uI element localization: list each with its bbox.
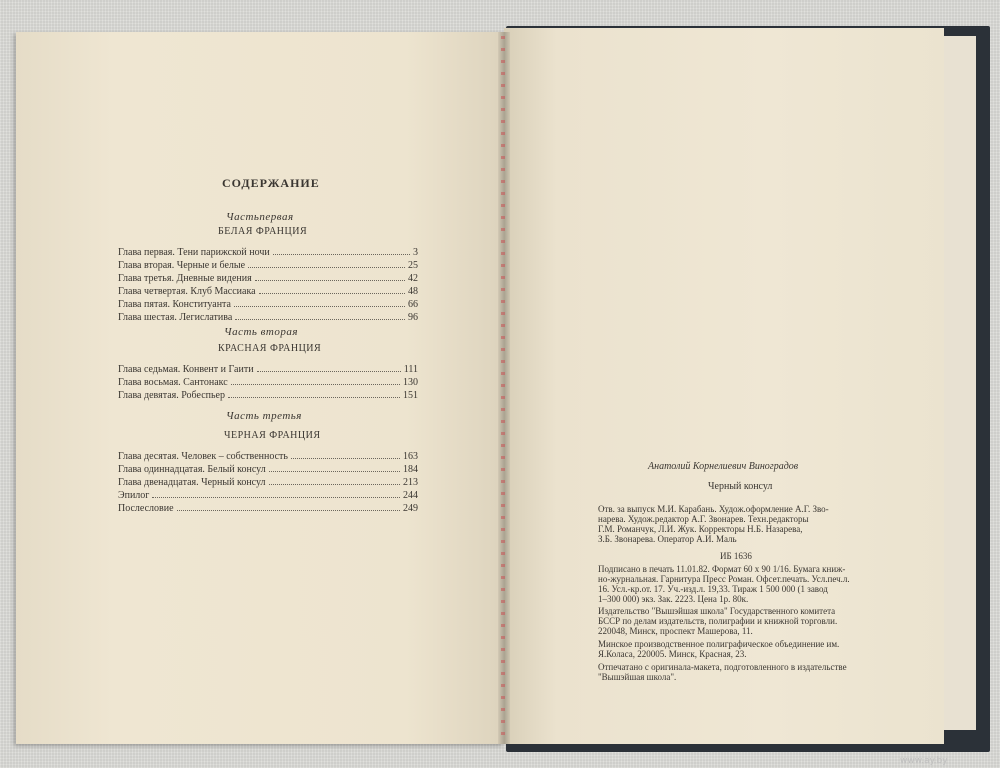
ib-number: ИБ 1636 [720,551,752,561]
imprint-line: З.Б. Звонарева. Оператор А.И. Маль [598,534,737,544]
toc-title: СОДЕРЖАНИЕ [222,176,320,190]
section-title: ЧЕРНАЯ ФРАНЦИЯ [224,430,321,441]
section-title: КРАСНАЯ ФРАНЦИЯ [218,343,322,354]
toc-entry: Глава третья. Дневные видения 42 [118,273,418,284]
part-label: Часть вторая [224,326,298,338]
imprint-line: Подписано в печать 11.01.82. Формат 60 х 90 1/16. Бумага книж- [598,564,846,574]
toc-entry: Глава двенадцатая. Черный консул 213 [118,477,418,488]
imprint-line: но-журнальная. Гарнитура Пресс Роман. Офсет.печать. Усл.печ.л. [598,574,850,584]
right-page [504,28,944,744]
binding-thread [501,36,505,740]
toc-entry: Глава седьмая. Конвент и Гаити 111 [118,364,418,375]
toc-entry: Эпилог 244 [118,490,418,501]
imprint-line: 220048, Минск, проспект Машерова, 11. [598,626,753,636]
imprint-line: Минское производственное полиграфическое объединение им. [598,639,840,649]
toc-entry: Глава четвертая. Клуб Массиака 48 [118,286,418,297]
imprint-line: Отв. за выпуск М.И. Карабань. Худож.оформление А.Г. Зво- [598,504,829,514]
imprint-line: БССР по делам издательств, полиграфии и книжной торговли. [598,616,838,626]
toc-entry: Глава десятая. Человек – собственность 163 [118,451,418,462]
section-title: БЕЛАЯ ФРАНЦИЯ [218,226,308,237]
imprint-line: нарева. Худож.редактор А.Г. Звонарев. Техн.редакторы [598,514,809,524]
book-title: Черный консул [708,481,773,492]
toc-entry: Глава восьмая. Сантонакс 130 [118,377,418,388]
imprint-line: Г.М. Романчук, Л.И. Жук. Корректоры Н.Б. Назарева, [598,524,803,534]
toc-entry: Глава одиннадцатая. Белый консул 184 [118,464,418,475]
imprint-line: "Вышэйшая школа". [598,672,677,682]
toc-entry: Послесловие 249 [118,503,418,514]
toc-entry: Глава вторая. Черные и белые 25 [118,260,418,271]
toc-entry: Глава девятая. Робеспьер 151 [118,390,418,401]
imprint-line: 16. Усл.-кр.от. 17. Уч.-изд.л. 19,33. Тираж 1 500 000 (1 завод [598,584,828,594]
imprint-line: Отпечатано с оригинала-макета, подготовленного в издательстве [598,662,847,672]
imprint-line: Издательство "Вышэйшая школа" Государственного комитета [598,606,836,616]
imprint-line: Я.Коласа, 220005. Минск, Красная, 23. [598,649,747,659]
toc-entry: Глава первая. Тени парижской ночи 3 [118,247,418,258]
part-label: Часть третья [226,410,302,422]
toc-entry: Глава шестая. Легислатива 96 [118,312,418,323]
imprint-line: 1–300 000) экз. Зак. 2223. Цена 1р. 80к. [598,594,749,604]
author-name: Анатолий Корнелиевич Виноградов [648,461,799,472]
toc-entry: Глава пятая. Конституанта 66 [118,299,418,310]
part-label: Частьпервая [226,211,294,223]
watermark: www.ay.by [900,756,948,766]
